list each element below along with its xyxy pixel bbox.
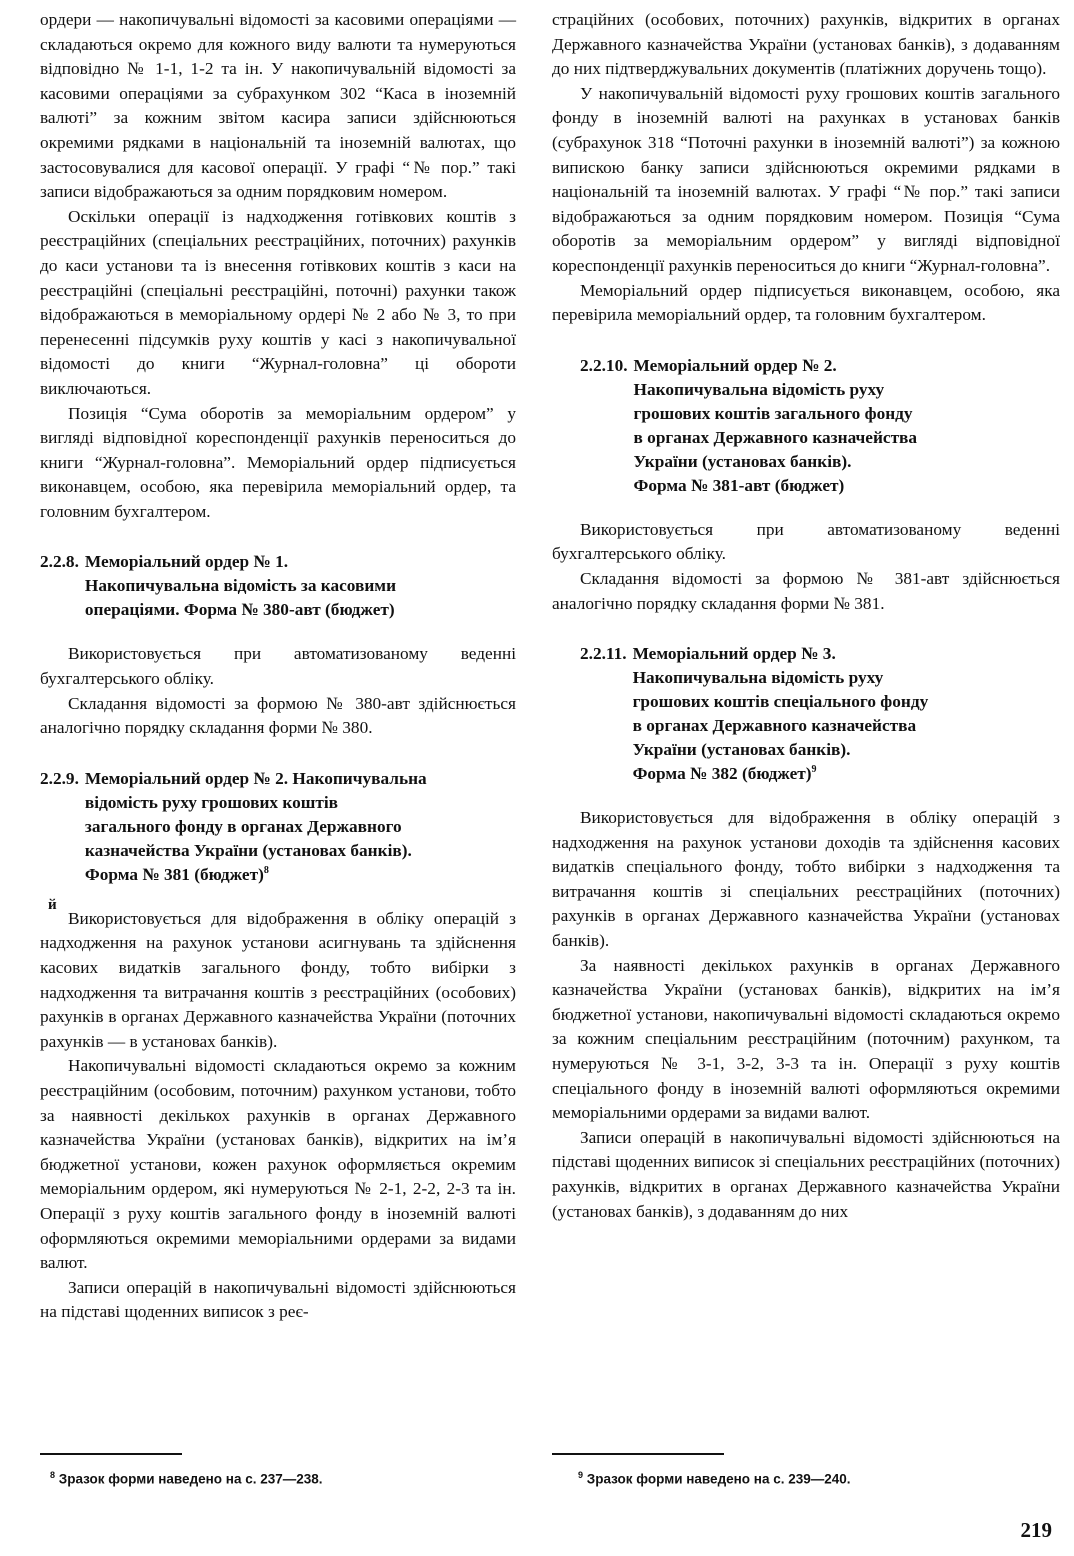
footnote-number: 8: [50, 1470, 56, 1480]
section-title-line: Накопичувальна відомість руху: [633, 379, 885, 399]
section-title-line: операціями. Форма № 380-авт (бюджет): [84, 600, 395, 620]
section-title: [85, 550, 516, 622]
section-heading-2-2-9: [40, 767, 516, 887]
section-title-line: Накопичувальна відомість за касовими: [84, 576, 397, 596]
section-title-line: [633, 762, 1060, 786]
section-title-line: грошових коштів спеціального фонду: [632, 692, 929, 712]
section-title-line: Меморіальний ордер № 3.: [632, 644, 836, 664]
section-number: 2.2.11.: [580, 644, 627, 664]
paragraph: Меморіальний ордер підписується виконавцем, особою, яка перевірила меморіальний ордер, та головним бухгалтером.: [552, 280, 1060, 325]
section-title-line: Меморіальний ордер № 2. Накопичувальна: [84, 768, 427, 788]
section-title-line: грошових коштів загального фонду: [633, 403, 913, 423]
paragraph: Записи операцій в накопичувальні відомості здійснюються на підставі щоденних виписок зі спеціальних реєстраційних (поточних) рахунків, відкритих в органах Державного казначейства України (установах банків), з додаванням до них: [552, 1127, 1060, 1221]
footnote-ref: 8: [263, 865, 269, 877]
section-heading-2-2-8: [40, 550, 516, 622]
form-title: Форма № 382 (бюджет): [632, 764, 812, 784]
left-column: [40, 8, 516, 1325]
section-title-line: [85, 863, 516, 887]
paragraph: Накопичувальні відомості складаються окремо за кожним реєстраційним (особовим, поточним) рахунком установи, тобто за наявності декількох рахунків в органах Державного казначейства України (установах банків), відкритих на ім’я бюджетної установи, кожен рахунок оформляється окремим меморіальним ордером, які нумеруються № 2-1, 2-2, 2-3 та ін. Операції з руху коштів загального фонду в іноземній валюті оформляються окремими меморіальними ордерами за видами валют.: [40, 1056, 516, 1273]
footnote-text: Зразок форми наведено на с. 237—238.: [58, 1471, 323, 1487]
section-title-line: Накопичувальна відомість руху: [632, 668, 884, 688]
footnote-text: Зразок форми наведено на с. 239—240.: [586, 1471, 851, 1487]
paragraph: Використовується при автоматизованому веденні бухгалтерського обліку.: [40, 644, 516, 689]
section-title: [634, 354, 1060, 498]
paragraph: За наявності декількох рахунків в органах Державного казначейства України (установах банків), відкритих на ім’я бюджетної установи, накопичувальні відомості складаються окремо за кожним спеціальним реєстраційним (поточним) рахунком, та нумеруються № 3-1, 3-2, 3-3 та ін. Операції з руху коштів спеціального фонду в іноземній валюті оформляються окремими меморіальними ордерами за видами валют.: [552, 955, 1060, 1123]
footnote-ref: 9: [811, 764, 817, 776]
paragraph: Складання відомості за формою № 381-авт здійснюється аналогічно порядку складання форми № 381.: [552, 568, 1060, 613]
footnote-right: [578, 1470, 851, 1487]
paragraph: Позиція “Сума оборотів за меморіальним ордером” у вигляді відповідної кореспонденції рахунків переноситься до книги “Журнал-головна”. Меморіальний ордер підписується виконавцем, особою, яка перевірила меморіальний ордер, та головним бухгалтером.: [40, 403, 516, 521]
section-title-line: в органах Державного казначейства: [633, 427, 918, 447]
section-title-line: України (установах банків).: [632, 740, 851, 760]
footnote-left: [50, 1470, 323, 1487]
footnote-number: 9: [578, 1470, 584, 1480]
section-number: 2.2.9.: [40, 768, 79, 788]
form-title: Форма № 381 (бюджет): [84, 864, 264, 884]
section-title-line: в органах Державного казначейства: [632, 716, 917, 736]
paragraph: Використовується для відображення в обліку операцій з надходження на рахунок установи асигнувань та здійснення касових видатків загального фонду, тобто вибірки з надходження та витрачання коштів з реєстраційних (особових) рахунків в органах Державного казначейства України (поточних рахунків — в установах банків).: [40, 908, 516, 1051]
section-title-line: казначейства України (установах банків).: [84, 840, 412, 860]
page-number: 219: [1020, 1518, 1052, 1542]
section-number: 2.2.8.: [40, 552, 79, 572]
section-heading-2-2-11: [552, 642, 1060, 786]
section-title-line: Меморіальний ордер № 1.: [84, 552, 289, 572]
section-number: 2.2.10.: [580, 355, 628, 375]
section-title-line: Форма № 381-авт (бюджет): [633, 475, 845, 495]
paragraph: Використовується для відображення в обліку операцій з надходження на рахунок установи доходів та здійснення касових видатків спеціального фонду, тобто вибірки з надходження та витрачання коштів зі спеціальних реєстраційних (поточних) рахунків в органах Державного казначейства України (установах банків).: [552, 808, 1060, 951]
footnote-divider: [40, 1453, 182, 1455]
paragraph: Оскільки операції із надходження готівкових коштів з реєстраційних (спеціальних реєстраційних, поточних) рахунків до каси установи та із внесення готівкових коштів з каси на реєстраційні (спеціальні реєстраційні, поточні) рахунки також відображаються в меморіальному ордері № 2 або № 3, то при перенесенні підсумків руху коштів у касі з накопичувальної відомості до книги “Журнал-головна” ці обороти виключаються.: [40, 206, 516, 398]
margin-mark: й: [48, 897, 57, 913]
section-title-line: України (установах банків).: [633, 451, 852, 471]
section-title-line: Меморіальний ордер № 2.: [633, 355, 837, 375]
paragraph: Записи операцій в накопичувальні відомості здійснюються на підставі щоденних виписок з реє-: [40, 1277, 516, 1322]
paragraph: страційних (особових, поточних) рахунків, відкритих в органах Державного казначейства України (установах банків), з додаванням до них підтверджувальних документів (платіжних доручень тощо).: [552, 10, 1060, 79]
paragraph: ордери — накопичувальні відомості за касовими операціями — складаються окремо для кожного виду валюти та нумеруються відповідно № 1-1, 1-2 та ін. У накопичувальній відомості за касовими операціями за субрахунком 302 “Каса в іноземній валюті” за кожним звітом касира записи здійснюються окремими рядками в національній та іноземній валютах, що застосовувалися для касової операції. У графі “№ пор.” такі записи відображаються за одним порядковим номером.: [40, 10, 516, 202]
section-title-line: загального фонду в органах Державного: [84, 816, 402, 836]
paragraph: У накопичувальній відомості руху грошових коштів загального фонду в іноземній валюті на рахунках в установах банків (субрахунок 318 “Поточні рахунки в іноземній валюті”) за кожною випискою банку записи здійснюються окремими рядками в національній та іноземній валютах. У графі “№ пор.” такі записи відображаються за одним порядковим номером. Позиція “Сума оборотів за меморіальним ордером” у вигляді відповідної кореспонденції рахунків переноситься до книги “Журнал-головна”.: [552, 83, 1060, 275]
paragraph: Складання відомості за формою № 380-авт здійснюється аналогічно порядку складання форми № 380.: [40, 693, 516, 738]
section-title: [633, 642, 1060, 786]
section-title-line: відомість руху грошових коштів: [84, 792, 338, 812]
section-heading-2-2-10: [552, 354, 1060, 498]
paragraph: Використовується при автоматизованому веденні бухгалтерського обліку.: [552, 519, 1060, 564]
footnote-divider: [552, 1453, 724, 1455]
right-column: [552, 8, 1060, 1224]
section-title: [85, 767, 516, 887]
